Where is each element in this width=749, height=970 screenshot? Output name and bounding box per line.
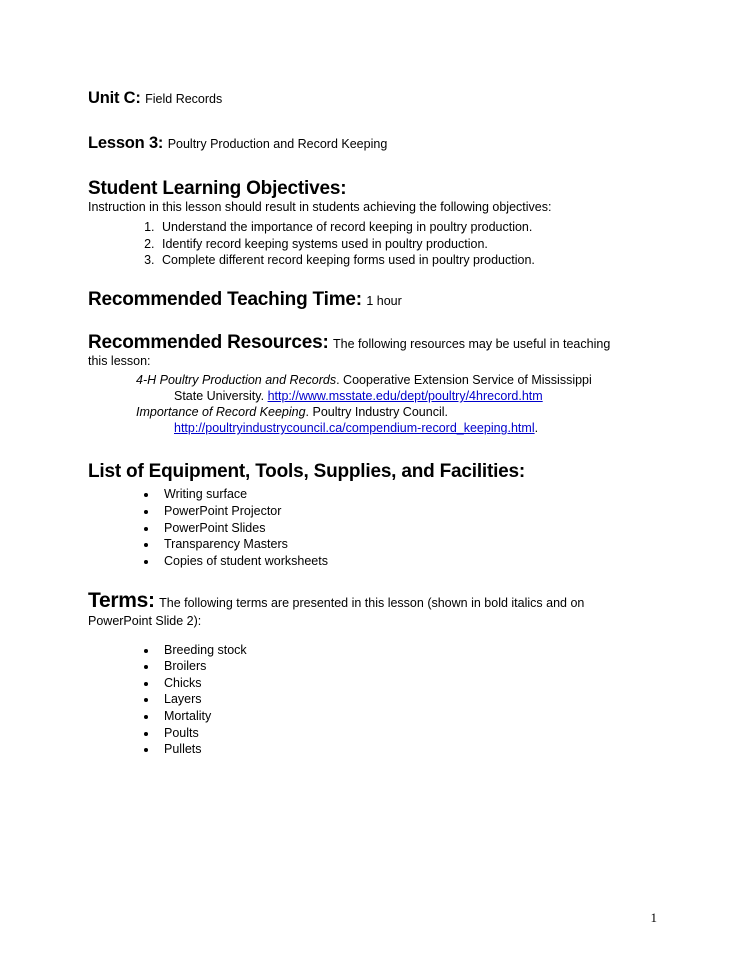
list-item: • Layers xyxy=(158,691,659,708)
unit-text: Field Records xyxy=(145,92,223,106)
list-item: • Broilers xyxy=(158,658,659,675)
resource-after-title: . Cooperative Extension Service of Mississippi xyxy=(336,373,592,388)
equipment-list xyxy=(88,486,659,569)
equipment-heading-text: List of Equipment, Tools, Supplies, and Facilities: xyxy=(88,461,526,483)
resources-heading: Recommended Resources: xyxy=(88,331,329,353)
list-item: • Poults xyxy=(158,725,659,742)
teaching-time-heading: Recommended Teaching Time: xyxy=(88,289,362,311)
objectives-heading-text: Student Learning Objectives: xyxy=(88,178,347,200)
resource-item-1 xyxy=(136,372,659,404)
list-item: 2. Identify record keeping systems used in poultry production. xyxy=(158,236,659,253)
teaching-time-value: 1 hour xyxy=(366,294,402,309)
list-item: • Writing surface xyxy=(158,486,659,503)
resource-title: 4-H Poultry Production and Records xyxy=(136,373,337,388)
resource-title: Importance of Record Keeping xyxy=(136,405,306,420)
lesson-label: Lesson 3: xyxy=(88,133,164,152)
resources-list xyxy=(88,372,659,436)
teaching-time-line xyxy=(88,288,659,311)
lesson-text: Poultry Production and Record Keeping xyxy=(167,136,388,151)
resource-link[interactable]: http://poultryindustrycouncil.ca/compendium-record_keeping.html xyxy=(174,421,535,436)
list-item: • Chicks xyxy=(158,675,659,692)
terms-intro-part1: The following terms are presented in this lesson (shown in bold italics and on xyxy=(159,596,585,611)
spacer xyxy=(88,312,659,331)
spacer xyxy=(88,630,659,639)
unit-label: Unit C: xyxy=(88,89,141,107)
resources-heading-line xyxy=(88,331,659,354)
spacer xyxy=(88,436,659,460)
resource-second-line xyxy=(136,388,659,404)
resources-intro-part2: this lesson: xyxy=(88,353,151,368)
terms-intro-part2: PowerPoint Slide 2): xyxy=(88,614,202,629)
objectives-heading xyxy=(88,177,659,200)
spacer xyxy=(88,269,659,288)
list-item: • PowerPoint Projector xyxy=(158,503,659,520)
terms-heading: Terms: xyxy=(88,589,155,613)
resources-intro-part1: The following resources may be useful in teaching xyxy=(333,336,611,351)
terms-heading-line xyxy=(88,588,659,614)
spacer xyxy=(88,109,659,133)
resource-publisher: State University. xyxy=(174,389,268,404)
list-item: 1. Understand the importance of record keeping in poultry production. xyxy=(158,219,659,236)
resource-after-title: . Poultry Industry Council. xyxy=(305,405,448,420)
resource-item-2 xyxy=(136,404,659,436)
resource-link[interactable]: http://www.msstate.edu/dept/poultry/4hrecord.htm xyxy=(267,389,543,404)
lesson-line xyxy=(88,133,659,154)
resource-tail: . xyxy=(534,421,539,436)
list-item: • Mortality xyxy=(158,708,659,725)
list-item: • Breeding stock xyxy=(158,642,659,659)
objectives-list xyxy=(88,219,659,270)
list-item: • Copies of student worksheets xyxy=(158,553,659,570)
terms-list xyxy=(88,642,659,758)
list-item: • Transparency Masters xyxy=(158,536,659,553)
list-item: • Pullets xyxy=(158,741,659,758)
objectives-intro: Instruction in this lesson should result in students achieving the following objectives: xyxy=(88,200,552,215)
page-number: 1 xyxy=(650,910,657,925)
equipment-heading xyxy=(88,460,659,483)
spacer xyxy=(88,569,659,588)
resource-second-line xyxy=(136,420,659,436)
spacer xyxy=(88,153,659,177)
unit-line xyxy=(88,88,659,109)
list-item: • PowerPoint Slides xyxy=(158,520,659,537)
list-item: 3. Complete different record keeping forms used in poultry production. xyxy=(158,252,659,269)
